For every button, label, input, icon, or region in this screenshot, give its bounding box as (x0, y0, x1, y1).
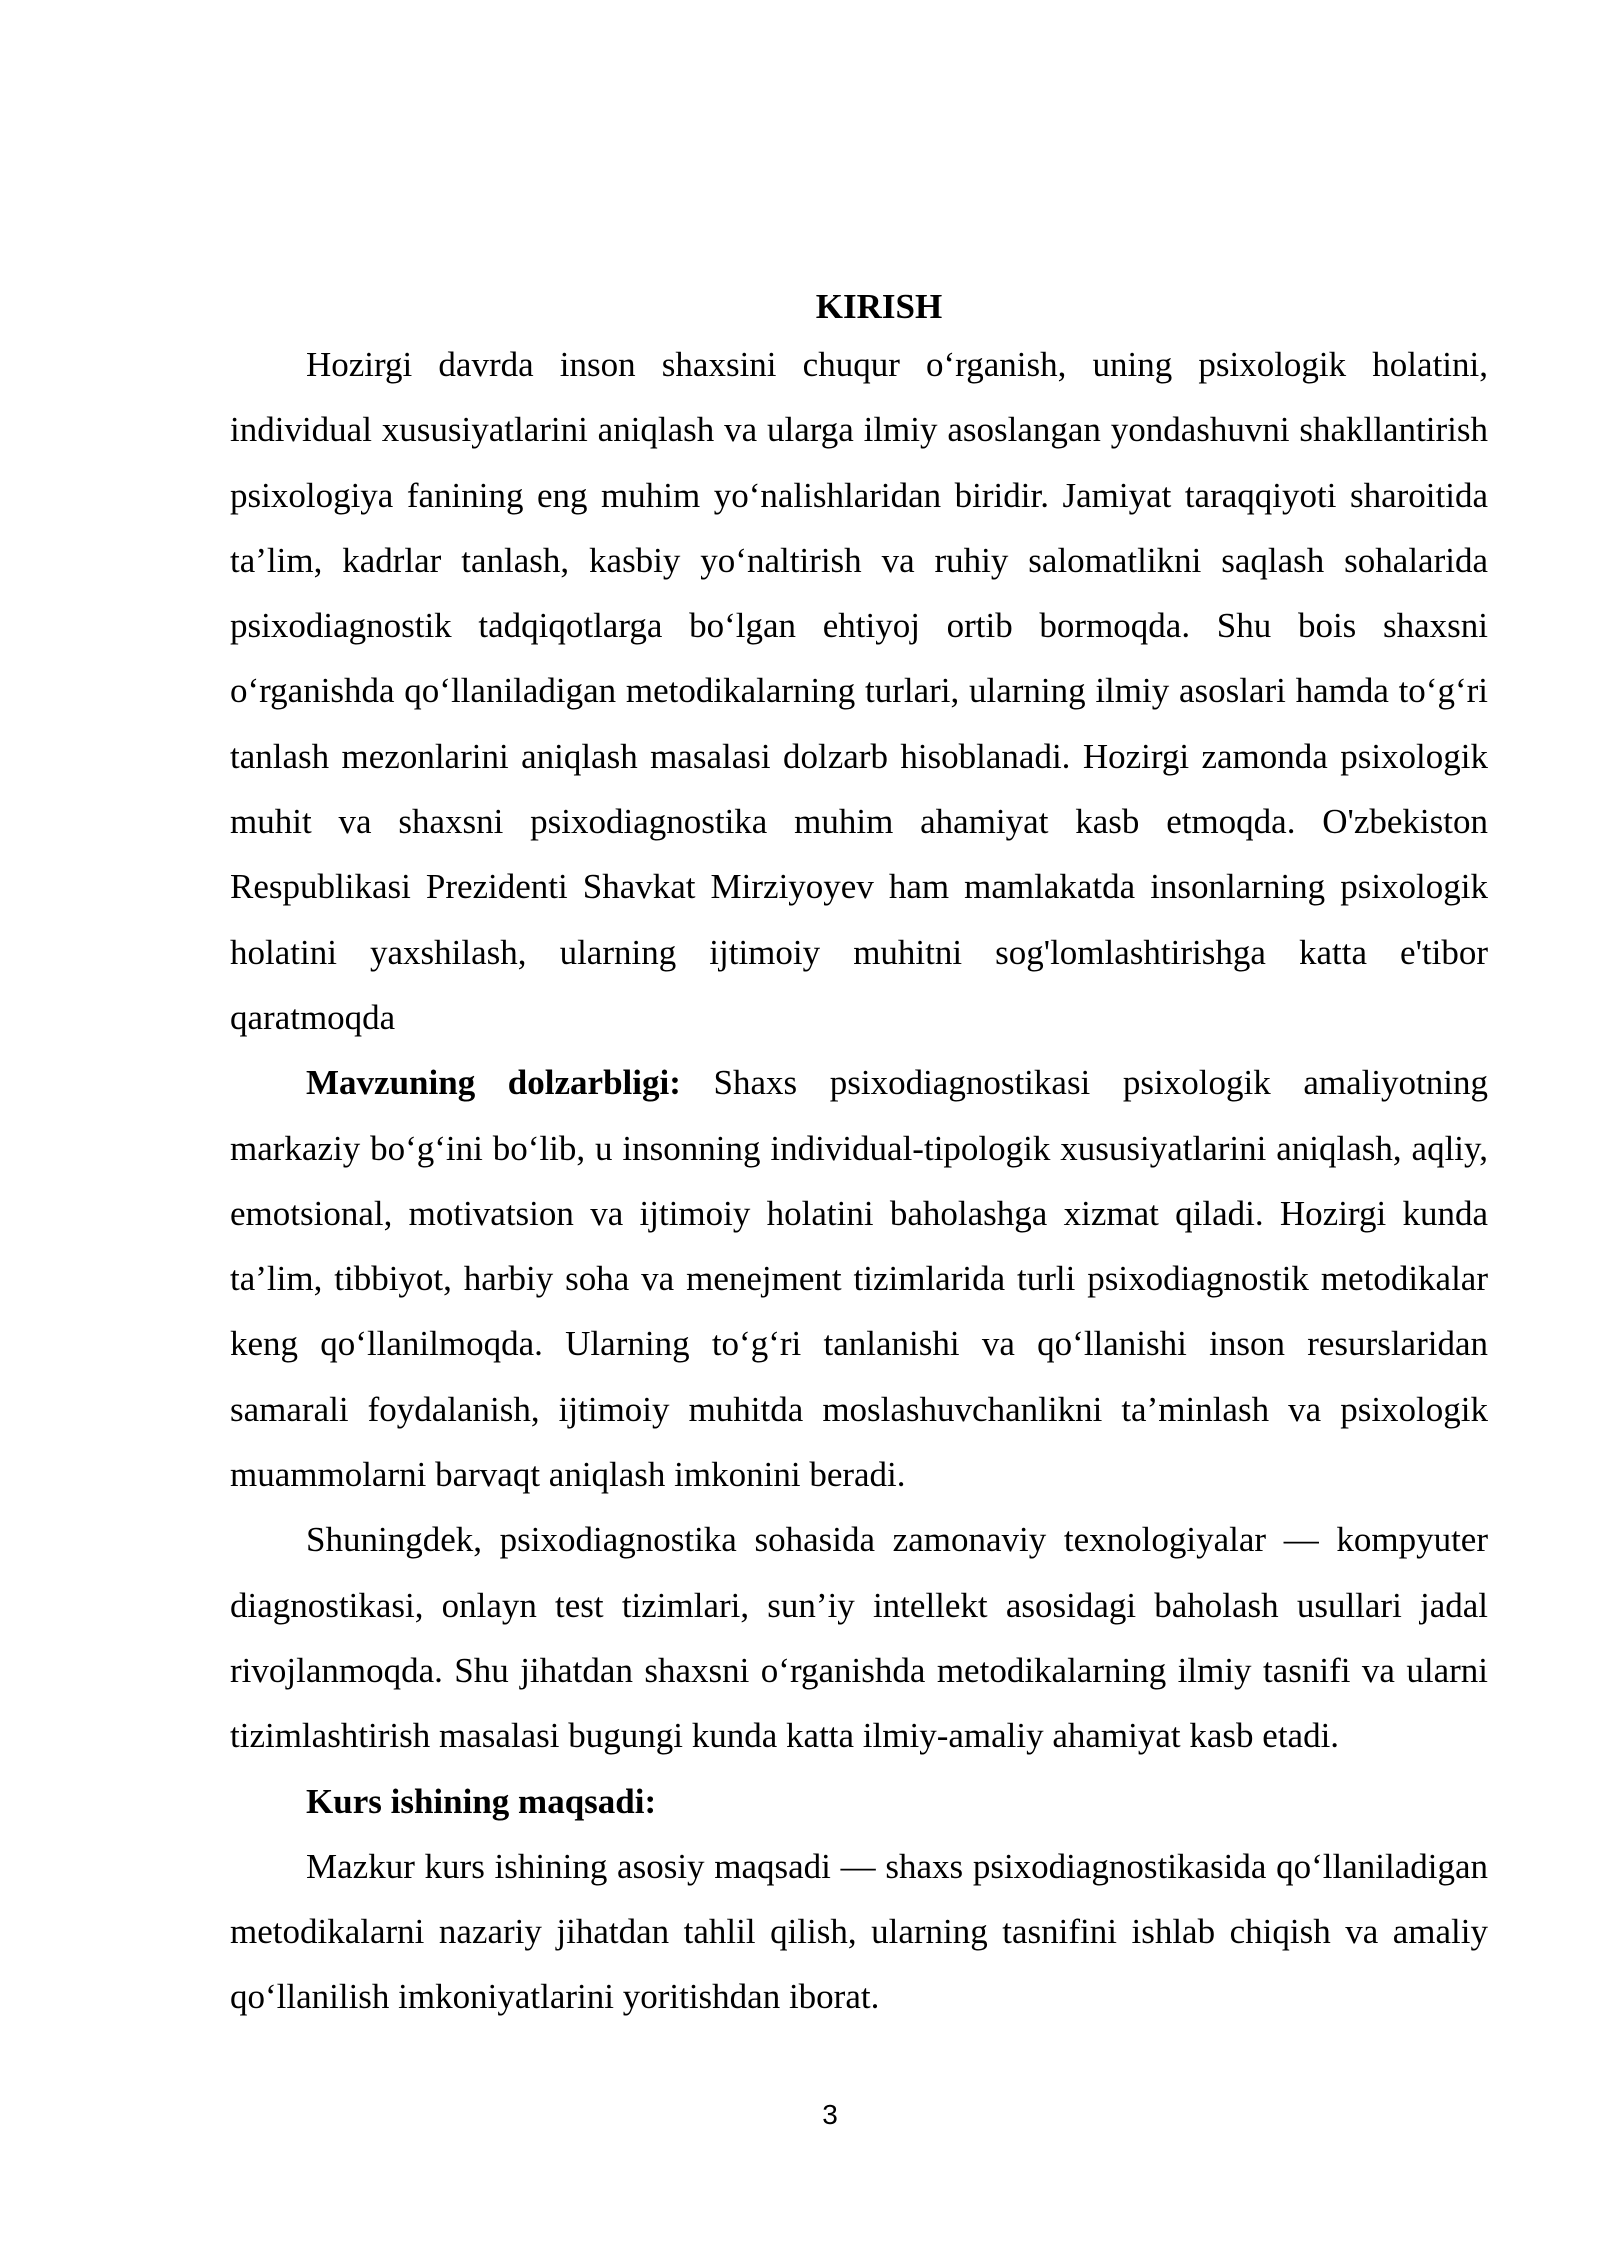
relevance-text: Shaxs psixodiagnostikasi psixologik amaliyotning markaziy bo‘g‘ini bo‘lib, u insonning individual-tipologik xususiyatlarini aniqlash, aqliy, emotsional, motivatsion va ijtimoiy holatini baholashga xizmat qiladi. Hozirgi kunda ta’lim, tibbiyot, harbiy soha va menejment tizimlarida turli psixodiagnostik metodikalar keng qo‘llanilmoqda. Ularning to‘g‘ri tanlanishi va qo‘llanishi inson resurslaridan samarali foydalanish, ijtimoiy muhitda moslashuvchanlikni ta’minlash va psixologik muammolarni barvaqt aniqlash imkonini beradi. (230, 1063, 1489, 1495)
technology-paragraph: Shuningdek, psixodiagnostika sohasida zamonaviy texnologiyalar — kompyuter diagnostikasi, onlayn test tizimlari, sun’iy intellekt asosidagi baholash usullari jadal rivojlanmoqda. Shu jihatdan shaxsni o‘rganishda metodikalarning ilmiy tasnifi va ularni tizimlashtirish masalasi bugungi kunda katta ilmiy-amaliy ahamiyat kasb etadi. (230, 1520, 1488, 1756)
relevance-label: Mavzuning dolzarbligi: (306, 1063, 681, 1103)
relevance-paragraph (230, 1050, 1488, 1507)
intro-paragraph: Hozirgi davrda inson shaxsini chuqur o‘rganish, uning psixologik holatini, individual xususiyatlarini aniqlash va ularga ilmiy asoslangan yondashuvni shakllantirish psixologiya fanining eng muhim yo‘nalishlaridan biridir. Jamiyat taraqqiyoti sharoitida ta’lim, kadrlar tanlash, kasbiy yo‘naltirish va ruhiy salomatlikni saqlash sohalarida psixodiagnostik tadqiqotlarga bo‘lgan ehtiyoj ortib bormoqda. Shu bois shaxsni o‘rganishda qo‘llaniladigan metodikalarning turlari, ularning ilmiy asoslari hamda to‘g‘ri tanlash mezonlarini aniqlash masalasi dolzarb hisoblanadi. Hozirgi zamonda psixologik muhit va shaxsni psixodiagnostika muhim ahamiyat kasb etmoqda. O'zbekiston Respublikasi Prezidenti Shavkat Mirziyoyev ham mamlakatda insonlarning psixologik holatini yaxshilash, ularning ijtimoiy muhitni sog'lomlashtirishga katta e'tibor qaratmoqda (230, 345, 1488, 1037)
page-number: 3 (822, 2099, 838, 2130)
page-content (230, 282, 1488, 2030)
goal-paragraph: Mazkur kurs ishining asosiy maqsadi — shaxs psixodiagnostikasida qo‘llaniladigan metodikalarni nazariy jihatdan tahlil qilish, ularning tasnifini ishlab chiqish va amaliy qo‘llanilish imkoniyatlarini yoritishdan iborat. (230, 1846, 1488, 2017)
goal-heading: Kurs ishining maqsadi: (306, 1781, 657, 1821)
section-title: KIRISH (815, 287, 943, 326)
